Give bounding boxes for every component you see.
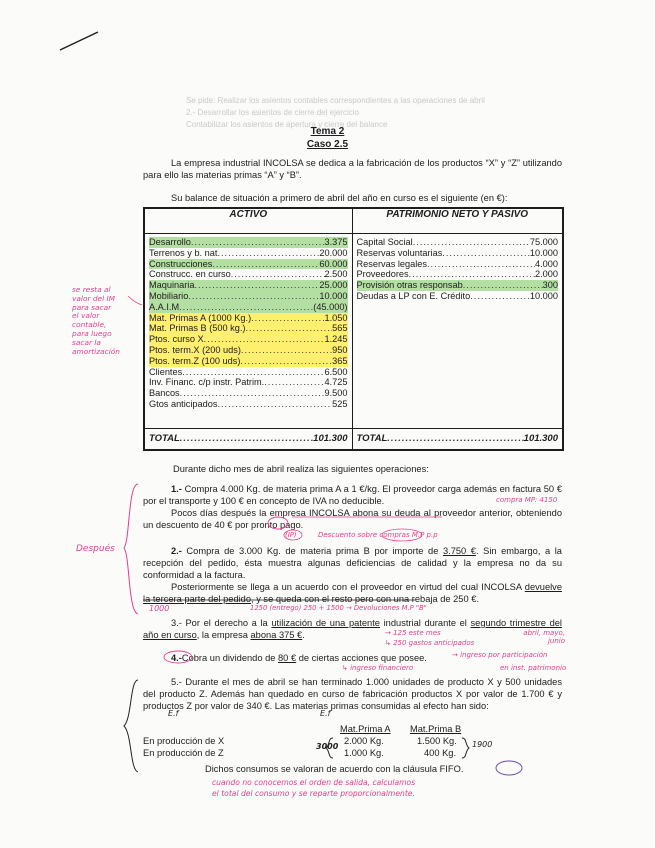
- pasivo-row: [357, 269, 559, 280]
- activo-value: 525: [332, 398, 348, 409]
- dot-leader: [194, 280, 319, 291]
- dot-leader: [231, 269, 325, 280]
- ingreso-note-3: en inst. patrimonio: [500, 664, 567, 672]
- op4-amount: 80 €: [278, 653, 297, 663]
- activo-value: 565: [332, 323, 348, 334]
- pasivo-value: 10.000: [529, 290, 558, 301]
- dot-leader: [217, 399, 332, 410]
- activo-label: Terrenos y b. nat: [149, 247, 218, 258]
- op2-text-a: Compra de 3.000 Kg. de materia prima B por importe de: [181, 546, 443, 556]
- dot-leader: [180, 388, 325, 399]
- activo-row: [149, 334, 348, 345]
- op4-text-a: un dividendo de: [207, 653, 279, 663]
- op3-text-c: industrial durante el: [379, 618, 471, 628]
- op2-paragraph-2: [143, 581, 562, 605]
- activo-value: 4.725: [324, 377, 348, 388]
- activo-row: [149, 377, 348, 388]
- fifo-word: FIFO: [439, 764, 461, 774]
- dot-leader: [409, 269, 535, 280]
- margin-note: [72, 286, 120, 356]
- margin-line: amortización: [72, 346, 120, 356]
- dot-leader: [179, 302, 313, 313]
- dot-leader: [191, 237, 325, 248]
- activo-row: [149, 388, 348, 399]
- op1-text: Compra 4.000 Kg. de materia prima A a 1 €/kg. El proveedor carga además en factura 50 € por el transporte y 100 € en concepto de IVA no deducible.: [143, 484, 562, 507]
- pasivo-row: [357, 237, 559, 248]
- op1-discount: 40 €: [214, 520, 233, 531]
- row-x-b: 1.500 Kg.: [417, 736, 457, 746]
- op1-p2-end: por pronto pago.: [232, 520, 304, 531]
- op1-op2-brace: [124, 484, 138, 614]
- activo-list: [145, 234, 352, 410]
- faded-text-1: Se pide: Realizar los asientos contables correspondientes a las operaciones de abril: [186, 96, 485, 105]
- activo-row: [149, 259, 348, 270]
- activo-row: [149, 323, 348, 334]
- activo-label: Ptos. curso X: [149, 334, 204, 345]
- corner-stroke: [60, 32, 98, 50]
- balance-table: [143, 207, 564, 451]
- dot-leader: [246, 323, 333, 334]
- dot-leader: [212, 259, 319, 270]
- op1-p2-text: Pocos días después la empresa INCOLSA abona su deuda al proveedor anterior, obteniendo un descuento de: [143, 508, 562, 531]
- pasivo-label: Capital Social: [356, 237, 413, 247]
- dot-leader: [251, 313, 324, 324]
- dot-leader: [204, 334, 325, 345]
- activo-row: [149, 291, 348, 302]
- faded-text-3: Contabilizar los asientos de apertura y cierre del balance: [186, 120, 388, 129]
- activo-row: [149, 367, 348, 378]
- activo-label: Gtos anticipados: [149, 398, 218, 409]
- meses-note: abril, mayo, junio: [523, 629, 565, 645]
- activo-label: Desarrollo: [149, 237, 191, 247]
- patente-note-2: ↳ 250 gastos anticipados: [385, 639, 475, 647]
- op3-text-a: 3.- Por el derecho a la: [171, 618, 272, 628]
- row-x-a: 2.000 Kg.: [344, 736, 384, 746]
- dot-leader: [182, 367, 324, 378]
- pasivo-value: 4.000: [535, 258, 558, 269]
- op2-p2-text: Posteriormente se llega a un acuerdo con el proveedor en virtud del cual INCOLSA: [171, 582, 525, 592]
- activo-value: 10.000: [319, 290, 348, 301]
- col-mat-a: Mat.Prima A: [340, 724, 391, 734]
- pasivo-value: 10.000: [529, 247, 558, 258]
- fifo-note-2: el total del consumo y se reparte proporcionalmente.: [212, 789, 415, 798]
- n3000-note: 3000: [316, 742, 339, 751]
- op5-paragraph: 5.- Durante el mes de abril se han terminado 1.000 unidades de producto X y 500 unidades del producto Z. Además han quedado en curso de fabricación productos X por valor de 1.700 € y productos Z por valor de 340 €. Las materias primas consumidas al efecto han sido:: [143, 677, 562, 712]
- pasivo-label: Provisión otras responsab: [356, 280, 463, 291]
- op2-p2-end: , y se queda con el resto pero con una rebaja de 250 €.: [251, 594, 479, 605]
- activo-row: [149, 345, 348, 356]
- op2-number: 2.-: [171, 546, 182, 556]
- op1-paragraph-2: [143, 507, 562, 531]
- op5-brace: [124, 680, 138, 772]
- faded-text-2: 2.- Desarrollar los asientos de cierre del ejercicio: [186, 108, 359, 117]
- pasivo-label: Deudas a LP con E. Crédito: [356, 290, 471, 301]
- activo-row: [149, 356, 348, 367]
- pasivo-row: [357, 280, 559, 291]
- activo-value: 2.500: [324, 269, 348, 280]
- balance-intro: Su balance de situación a primero de abril del año en curso es el siguiente (en €):: [171, 193, 508, 203]
- pasivo-value: 75.000: [529, 237, 558, 247]
- activo-row: [149, 269, 348, 280]
- activo-label: Ptos. term.X (200 uds): [149, 344, 241, 355]
- ingreso-note-2: ↳ ingreso financiero: [342, 664, 414, 672]
- activo-label: Ptos. term.Z (100 uds): [149, 355, 241, 366]
- margin-line: sacar la: [72, 337, 101, 347]
- activo-value: 950: [332, 344, 348, 355]
- intro-paragraph: La empresa industrial INCOLSA se dedica a la fabricación de los productos “X” y “Z” utilizando para ello las materias primas “A” y “B”.: [143, 158, 562, 181]
- despues-note: Después: [76, 544, 115, 554]
- activo-value: 1.245: [324, 334, 348, 345]
- activo-label: Construcciones: [149, 258, 213, 269]
- margin-line: para sacar: [72, 302, 112, 312]
- row-z-a: 1.000 Kg.: [344, 748, 384, 758]
- margin-arrow: [128, 296, 142, 305]
- ip-note: (IP): [285, 531, 297, 539]
- total-pasivo-label: TOTAL: [356, 433, 388, 444]
- pasivo-header: PATRIMONIO NETO Y PASIVO: [352, 208, 563, 234]
- op3-text-e: , la empresa: [196, 630, 251, 641]
- dot-leader: [442, 248, 530, 259]
- dot-leader: [217, 248, 319, 259]
- dot-leader: [413, 237, 530, 248]
- dot-leader: [188, 291, 319, 302]
- caso-title: Caso 2.5: [306, 139, 349, 150]
- activo-value: 1.050: [324, 312, 348, 323]
- activo-label: Bancos: [149, 388, 180, 399]
- ops-intro: Durante dicho mes de abril realiza las siguientes operaciones:: [173, 464, 429, 474]
- margin-line: valor del IM: [72, 293, 116, 303]
- descuento-note: Descuento sobre compras M.P p.p: [318, 531, 438, 539]
- margin-line: para luego: [72, 328, 112, 338]
- dot-leader: [241, 345, 332, 356]
- row-z-label: En producción de Z: [143, 748, 224, 758]
- pasivo-row: [357, 248, 559, 259]
- margin-line: contable,: [72, 320, 107, 330]
- op3-abona: abona 375 €: [250, 630, 303, 641]
- activo-value: 365: [332, 355, 348, 366]
- activo-label: Inv. Financ. c/p instr. Patrim.: [149, 377, 265, 388]
- pasivo-label: Reservas legales: [356, 258, 427, 269]
- activo-header: ACTIVO: [144, 208, 352, 234]
- margin-line: el valor: [72, 311, 100, 321]
- dot-leader: [463, 280, 543, 291]
- activo-value: 25.000: [319, 280, 348, 291]
- circle-fifo: [496, 761, 522, 775]
- op1-number: 1.-: [171, 484, 182, 494]
- n1900-note: 1900: [472, 740, 493, 749]
- activo-value: 20.000: [319, 247, 348, 258]
- activo-label: Mobiliario: [149, 290, 189, 301]
- fifo-note-1: cuando no conocemos el orden de salida, calculamos: [212, 778, 416, 787]
- devoluciones-note: 1250 (entrego) 250 + 1500 → Devoluciones M.P "B": [250, 604, 427, 612]
- activo-row: [149, 313, 348, 324]
- activo-row: [149, 237, 348, 248]
- op2-paragraph: [143, 545, 562, 582]
- op4-text-c: de ciertas acciones que posee.: [296, 653, 427, 663]
- activo-label: A.A.I.M: [149, 301, 180, 312]
- dot-leader: [240, 356, 332, 367]
- activo-label: Maquinaria: [149, 280, 195, 291]
- op2-return: devuelve la tercera parte del pedido: [143, 582, 562, 605]
- closing-text: Dichos consumos se valoran de acuerdo con la cláusula: [205, 764, 440, 774]
- activo-value: 6.500: [324, 366, 348, 377]
- consumo-brace-right: [462, 738, 469, 758]
- activo-label: Mat. Primas B (500 kg.): [149, 323, 246, 334]
- activo-row: [149, 280, 348, 291]
- closing-dot: .: [460, 764, 464, 774]
- pasivo-row: [357, 291, 559, 302]
- activo-label: Construcc. en curso: [149, 269, 231, 280]
- pasivo-value: 2.000: [535, 269, 558, 280]
- op3-patente: utilización de una patente: [271, 618, 380, 628]
- activo-row: [149, 399, 348, 410]
- row-z-b: 400 Kg.: [424, 748, 457, 758]
- op3-text-g: .: [302, 630, 305, 641]
- pasivo-value: 300: [542, 280, 558, 291]
- margin-line: se resta al: [72, 285, 111, 294]
- op2-text-c: . Sin embargo, a la recepción del pedido, ésta muestra algunas deficiencias de calidad y la empresa no da su conformidad a la factura.: [143, 546, 562, 581]
- compra-mp-note: compra MP: 4150: [496, 496, 558, 504]
- op3-paragraph: [143, 617, 562, 641]
- row-x-label: En producción de X: [143, 736, 225, 746]
- op2-amount: 3.750 €: [442, 546, 476, 556]
- total-pasivo-value: 101.300: [523, 433, 558, 444]
- op3-trimestre: segundo trimestre del año en curso: [143, 618, 563, 641]
- n1000-note: 1000: [149, 604, 170, 613]
- dot-leader: [264, 377, 324, 388]
- ef-note-1: E.f: [168, 709, 179, 718]
- activo-row: [149, 248, 348, 259]
- activo-value: 9.500: [324, 388, 348, 399]
- pasivo-label: Proveedores: [356, 269, 409, 280]
- activo-label: Mat. Primas A (1000 Kg.): [149, 312, 252, 323]
- ef-note-2: E.f: [320, 709, 331, 718]
- dot-leader: [427, 259, 535, 270]
- total-activo-value: 101.300: [313, 433, 348, 444]
- op4-number: 4.-: [171, 653, 182, 663]
- op4-cobra: Cobra: [181, 653, 208, 663]
- activo-value: 3.375: [324, 237, 348, 247]
- activo-value: (45.000): [313, 301, 348, 312]
- col-mat-b: Mat.Prima B: [410, 724, 462, 734]
- pasivo-list: [353, 234, 563, 302]
- ingreso-note: → ingreso por participación: [452, 651, 548, 659]
- pasivo-row: [357, 259, 559, 270]
- pasivo-label: Reservas voluntarias: [356, 247, 443, 258]
- tema-title: Tema 2: [310, 126, 345, 137]
- activo-value: 60.000: [319, 258, 348, 269]
- activo-label: Clientes: [149, 366, 183, 377]
- total-activo-label: TOTAL: [149, 433, 180, 444]
- dot-leader: [470, 291, 530, 302]
- consumo-closing: [205, 764, 463, 775]
- patente-note: → 125 este mes: [385, 629, 441, 637]
- activo-row: [149, 302, 348, 313]
